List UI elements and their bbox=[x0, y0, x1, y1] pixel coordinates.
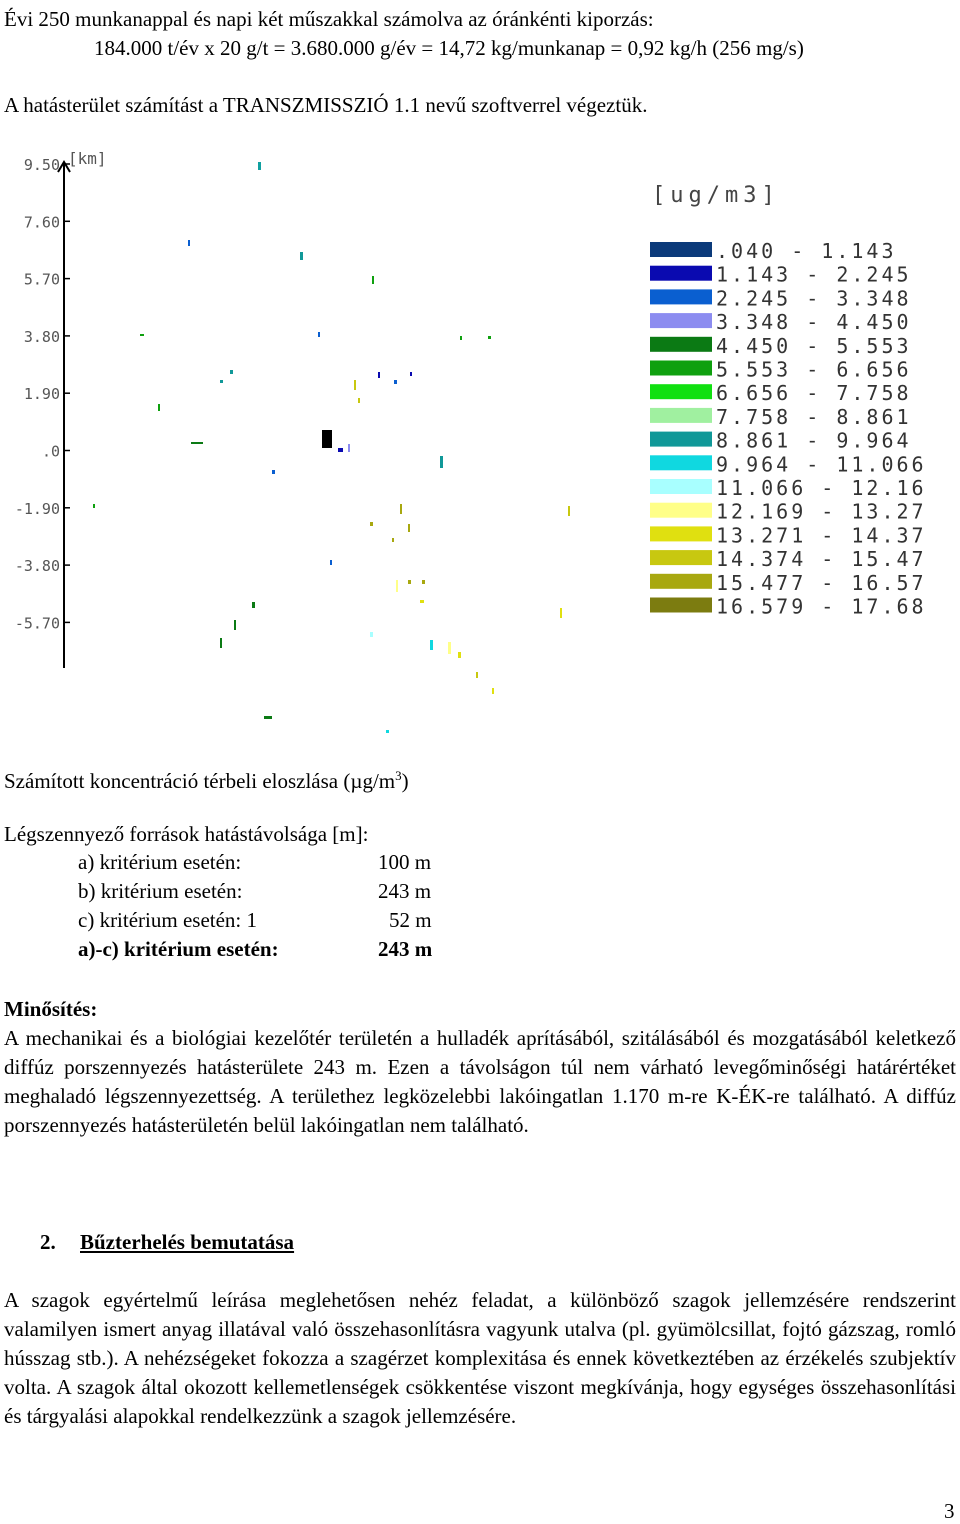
legend-swatch bbox=[650, 384, 712, 399]
qualification-heading: Minősítés: bbox=[4, 997, 98, 1021]
concentration-mark bbox=[372, 276, 374, 284]
concentration-mark bbox=[230, 370, 233, 374]
legend-swatch bbox=[650, 361, 712, 376]
criterion-all-label: a)-c) kritérium esetén: bbox=[78, 937, 279, 961]
legend-swatch bbox=[650, 408, 712, 423]
concentration-mark bbox=[93, 504, 95, 508]
legend-label: 15.477 - 16.57 bbox=[716, 570, 927, 595]
criterion-a-label: a) kritérium esetén: bbox=[78, 850, 242, 874]
concentration-mark bbox=[264, 716, 272, 719]
concentration-mark bbox=[318, 332, 320, 337]
legend-label: 11.066 - 12.16 bbox=[716, 476, 927, 500]
legend-swatch bbox=[650, 313, 712, 328]
qualification-text: A mechanikai és a biológiai kezelőtér területén a hulladék aprításából, szitálásából és mozgatásából keletkező diffúz porszennyezés hatásterülete 243 m. Ezen a távolságon túl nem várható levegőminőségi határértéket meghaladó légszennyezettség. A területhez legközelebbi lakóingatlan 1.170 m-re K-ÉK-re található. A diffúz porszennyezés hatásterületén belül lakóingatlan nem található. bbox=[4, 1026, 956, 1137]
figure-caption: Számított koncentráció térbeli eloszlása $(\mu g/m^3)$ bbox=[4, 768, 409, 793]
concentration-mark bbox=[220, 380, 223, 383]
y-tick-label: 1.90 bbox=[23, 385, 60, 404]
legend-label: 2.245 - 3.348 bbox=[716, 286, 912, 311]
legend-label: 5.553 - 6.656 bbox=[716, 357, 912, 382]
criterion-c-value: 52 m bbox=[389, 908, 432, 932]
y-axis-ticks bbox=[15, 156, 70, 632]
y-tick-label: 3.80 bbox=[23, 327, 60, 346]
concentration-mark bbox=[396, 580, 398, 592]
y-tick-label: 9.50 bbox=[23, 156, 60, 174]
concentration-mark bbox=[348, 444, 350, 452]
legend-swatch bbox=[650, 455, 712, 470]
concentration-mark bbox=[234, 620, 236, 630]
concentration-mark bbox=[220, 638, 222, 648]
intro-line-2: 184.000 t/év x 20 g/t = 3.680.000 g/év = 14,72 kg/munkanap = 0,92 kg/h (256 mg/s) bbox=[94, 36, 804, 60]
legend-swatch bbox=[650, 526, 712, 541]
criterion-c-label: c) kritérium esetén: 1 bbox=[78, 908, 258, 932]
concentration-mark bbox=[394, 380, 397, 384]
legend-label: 8.861 - 9.964 bbox=[716, 428, 912, 453]
legend-swatch bbox=[650, 479, 712, 494]
legend-swatch bbox=[650, 266, 712, 281]
legend-label: 16.579 - 17.68 bbox=[716, 594, 927, 619]
legend-label: 13.271 - 14.37 bbox=[716, 523, 927, 548]
y-tick-label: .0 bbox=[41, 442, 60, 461]
legend-swatch bbox=[650, 574, 712, 589]
y-tick-label: -1.90 bbox=[14, 499, 60, 518]
concentration-mark bbox=[191, 442, 203, 444]
intro-line-1: Évi 250 munkanappal és napi két műszakkal számolva az óránkénti kiporzás: bbox=[4, 7, 654, 31]
concentration-mark bbox=[392, 538, 394, 542]
legend-label: 6.656 - 7.758 bbox=[716, 381, 912, 406]
concentration-mark bbox=[358, 398, 360, 403]
y-axis bbox=[58, 162, 70, 668]
concentration-mark bbox=[410, 372, 412, 376]
concentration-mark bbox=[488, 336, 491, 339]
distances-heading: Légszennyező források hatástávolsága [m]: bbox=[4, 822, 369, 846]
intro-line-3: A hatásterület számítást a TRANSZMISSZIÓ 1.1 nevű szoftverrel végeztük. bbox=[4, 93, 648, 117]
concentration-mark bbox=[158, 404, 160, 411]
concentration-mark bbox=[420, 600, 424, 603]
concentration-mark bbox=[300, 252, 303, 260]
concentration-map bbox=[0, 140, 960, 740]
legend-label: 12.169 - 13.27 bbox=[716, 499, 927, 524]
concentration-mark bbox=[370, 632, 373, 637]
concentration-mark bbox=[330, 560, 332, 565]
concentration-mark bbox=[408, 524, 410, 532]
concentration-mark bbox=[370, 522, 373, 526]
concentration-mark bbox=[322, 430, 332, 448]
y-axis-unit: [km] bbox=[68, 149, 107, 168]
legend-swatch bbox=[650, 503, 712, 518]
concentration-mark bbox=[386, 730, 389, 733]
concentration-mark bbox=[272, 470, 275, 474]
concentration-mark bbox=[440, 456, 443, 468]
y-tick-label: 5.70 bbox=[23, 270, 60, 289]
concentration-mark bbox=[408, 580, 411, 584]
concentration-mark bbox=[378, 372, 380, 378]
concentration-mark bbox=[448, 642, 451, 654]
legend-swatch bbox=[650, 337, 712, 352]
concentration-markers bbox=[93, 162, 570, 733]
section-number: 2. bbox=[40, 1230, 56, 1254]
page-number: 3 bbox=[944, 1499, 955, 1523]
legend-label: 4.450 - 5.553 bbox=[716, 333, 912, 358]
concentration-mark bbox=[460, 336, 462, 340]
criterion-a-value: 100 m bbox=[378, 850, 432, 874]
concentration-mark bbox=[400, 504, 402, 514]
concentration-mark bbox=[354, 380, 356, 390]
legend-swatch bbox=[650, 289, 712, 304]
legend-label: 9.964 - 11.066 bbox=[716, 452, 927, 477]
legend-title: [ug/m3] bbox=[652, 183, 780, 208]
concentration-mark bbox=[258, 162, 261, 170]
section-title: Bűzterhelés bemutatása bbox=[80, 1230, 295, 1254]
criterion-all-value: 243 m bbox=[378, 937, 433, 961]
y-tick-label: -3.80 bbox=[14, 557, 60, 576]
concentration-mark bbox=[560, 608, 562, 618]
legend-swatch bbox=[650, 550, 712, 565]
legend-label: 7.758 - 8.861 bbox=[716, 404, 912, 429]
concentration-mark bbox=[188, 240, 190, 246]
criterion-b-value: 243 m bbox=[378, 879, 432, 903]
concentration-mark bbox=[568, 506, 570, 516]
concentration-mark bbox=[338, 448, 343, 452]
concentration-mark bbox=[422, 580, 425, 584]
criterion-b-label: b) kritérium esetén: bbox=[78, 879, 243, 903]
legend bbox=[650, 239, 927, 619]
section-2-text: A szagok egyértelmű leírása meglehetősen nehéz feladat, a különböző szagok jellemzésére rendszerint valamilyen ismert anyag illatával való összehasonlításra vagyunk utalva (pl. gyümölcsillat, fojtó gázszag, romló hússzag stb.). A nehézségeket fokozza a szagérzet komplexitása és ennek következtében az érzékelés szubjektív volta. A szagok által okozott kellemetlenségek csökkentése viszont megkívánja, hogy egységes összehasonlítási és tárgyalási alapokkal rendelkezzünk a szagok jellemzésére. bbox=[4, 1288, 956, 1428]
legend-label: .040 - 1.143 bbox=[716, 239, 897, 263]
concentration-mark bbox=[492, 688, 494, 694]
legend-label: 1.143 - 2.245 bbox=[716, 262, 912, 287]
legend-swatch bbox=[650, 598, 712, 613]
legend-label: 3.348 - 4.450 bbox=[716, 310, 912, 335]
concentration-mark bbox=[252, 602, 255, 608]
concentration-mark bbox=[458, 652, 461, 658]
concentration-mark bbox=[476, 672, 478, 678]
legend-swatch bbox=[650, 432, 712, 447]
legend-label: 14.374 - 15.47 bbox=[716, 547, 927, 572]
legend-swatch bbox=[650, 242, 712, 257]
y-tick-label: 7.60 bbox=[23, 213, 60, 232]
concentration-mark bbox=[430, 640, 433, 650]
concentration-mark bbox=[140, 334, 144, 336]
y-tick-label: -5.70 bbox=[14, 614, 60, 633]
